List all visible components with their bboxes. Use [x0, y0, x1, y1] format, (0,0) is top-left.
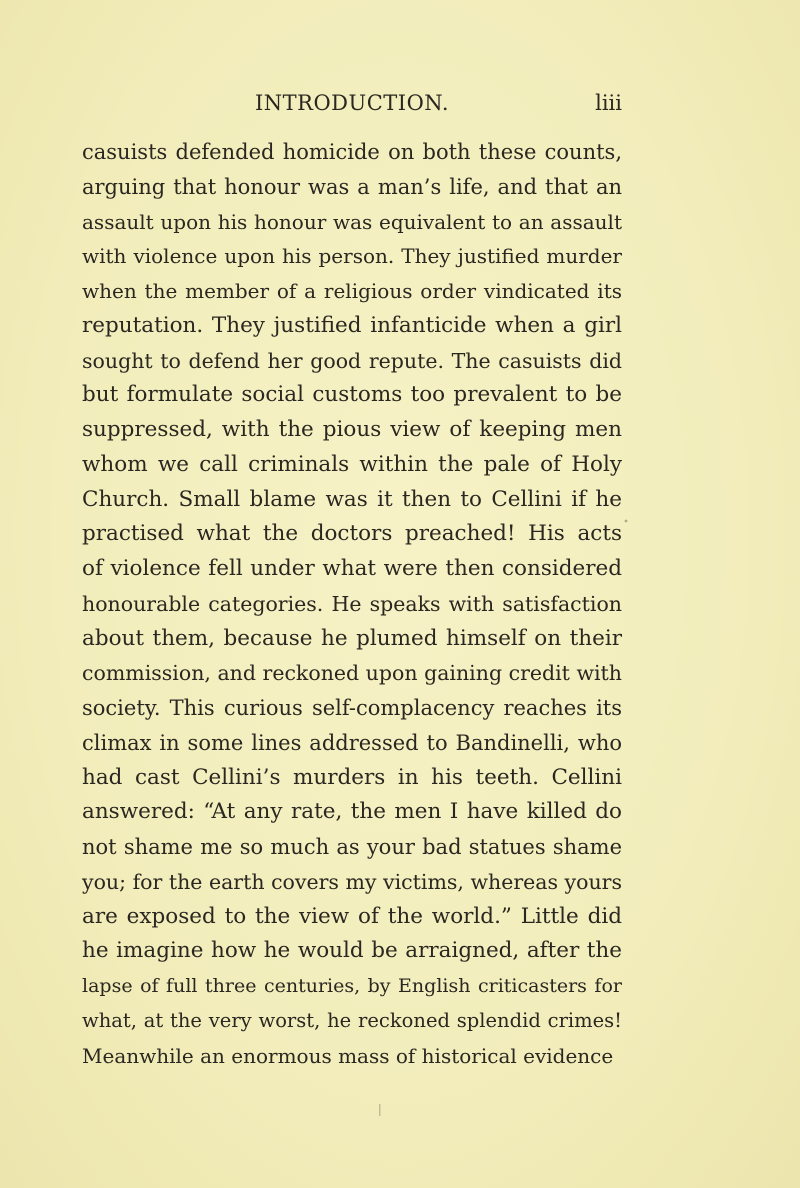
running-header: [82, 86, 622, 120]
text-line: climax in some lines addressed to Bandinelli, who: [82, 730, 622, 755]
text-line: with violence upon his person. They justified murder: [82, 244, 622, 269]
text-line: of violence fell under what were then considered: [82, 556, 622, 581]
text-line: not shame me so much as your bad statues shame: [82, 835, 622, 859]
page-number: liii: [595, 91, 622, 115]
text-line: had cast Cellini’s murders in his teeth. Cellini: [82, 764, 622, 790]
text-line: honourable categories. He speaks with satisfaction: [82, 591, 622, 616]
text-line: about them, because he plumed himself on their: [82, 625, 622, 651]
text-line: reputation. They justified infanticide when a girl: [82, 312, 622, 338]
text-line: suppressed, with the pious view of keeping men: [82, 417, 622, 442]
text-line: sought to defend her good repute. The casuists did: [82, 348, 622, 373]
text-line: practised what the doctors preached! His acts: [82, 521, 622, 547]
text-line: are exposed to the view of the world.” Little did: [82, 903, 622, 929]
text-line: but formulate social customs too prevalent to be: [82, 382, 622, 408]
text-line: assault upon his honour was equivalent to an assault: [82, 209, 622, 234]
text-line: Meanwhile an enormous mass of historical evidence: [82, 1043, 614, 1068]
text-line: what, at the very worst, he reckoned splendid crimes!: [82, 1008, 622, 1032]
text-line: Church. Small blame was it then to Cellini if he: [82, 486, 622, 512]
text-line: casuists defended homicide on both these counts,: [82, 140, 622, 164]
text-line: he imagine how he would be arraigned, after the: [82, 938, 622, 964]
text-line: society. This curious self-complacency reaches its: [82, 696, 622, 720]
text-line: you; for the earth covers my victims, whereas yours: [82, 869, 622, 894]
text-line: lapse of full three centuries, by English criticasters for: [82, 975, 622, 997]
text-line: answered: “At any rate, the men I have killed do: [82, 799, 622, 825]
text-line: arguing that honour was a man’s life, and that an: [82, 174, 622, 199]
text-line: when the member of a religious order vindicated its: [82, 279, 622, 303]
body-text: [82, 135, 622, 1073]
running-title: INTRODUCTION.: [254, 91, 450, 115]
text-line: whom we call criminals within the pale of Holy: [82, 451, 622, 477]
text-line: commission, and reckoned upon gaining credit with: [82, 661, 622, 686]
